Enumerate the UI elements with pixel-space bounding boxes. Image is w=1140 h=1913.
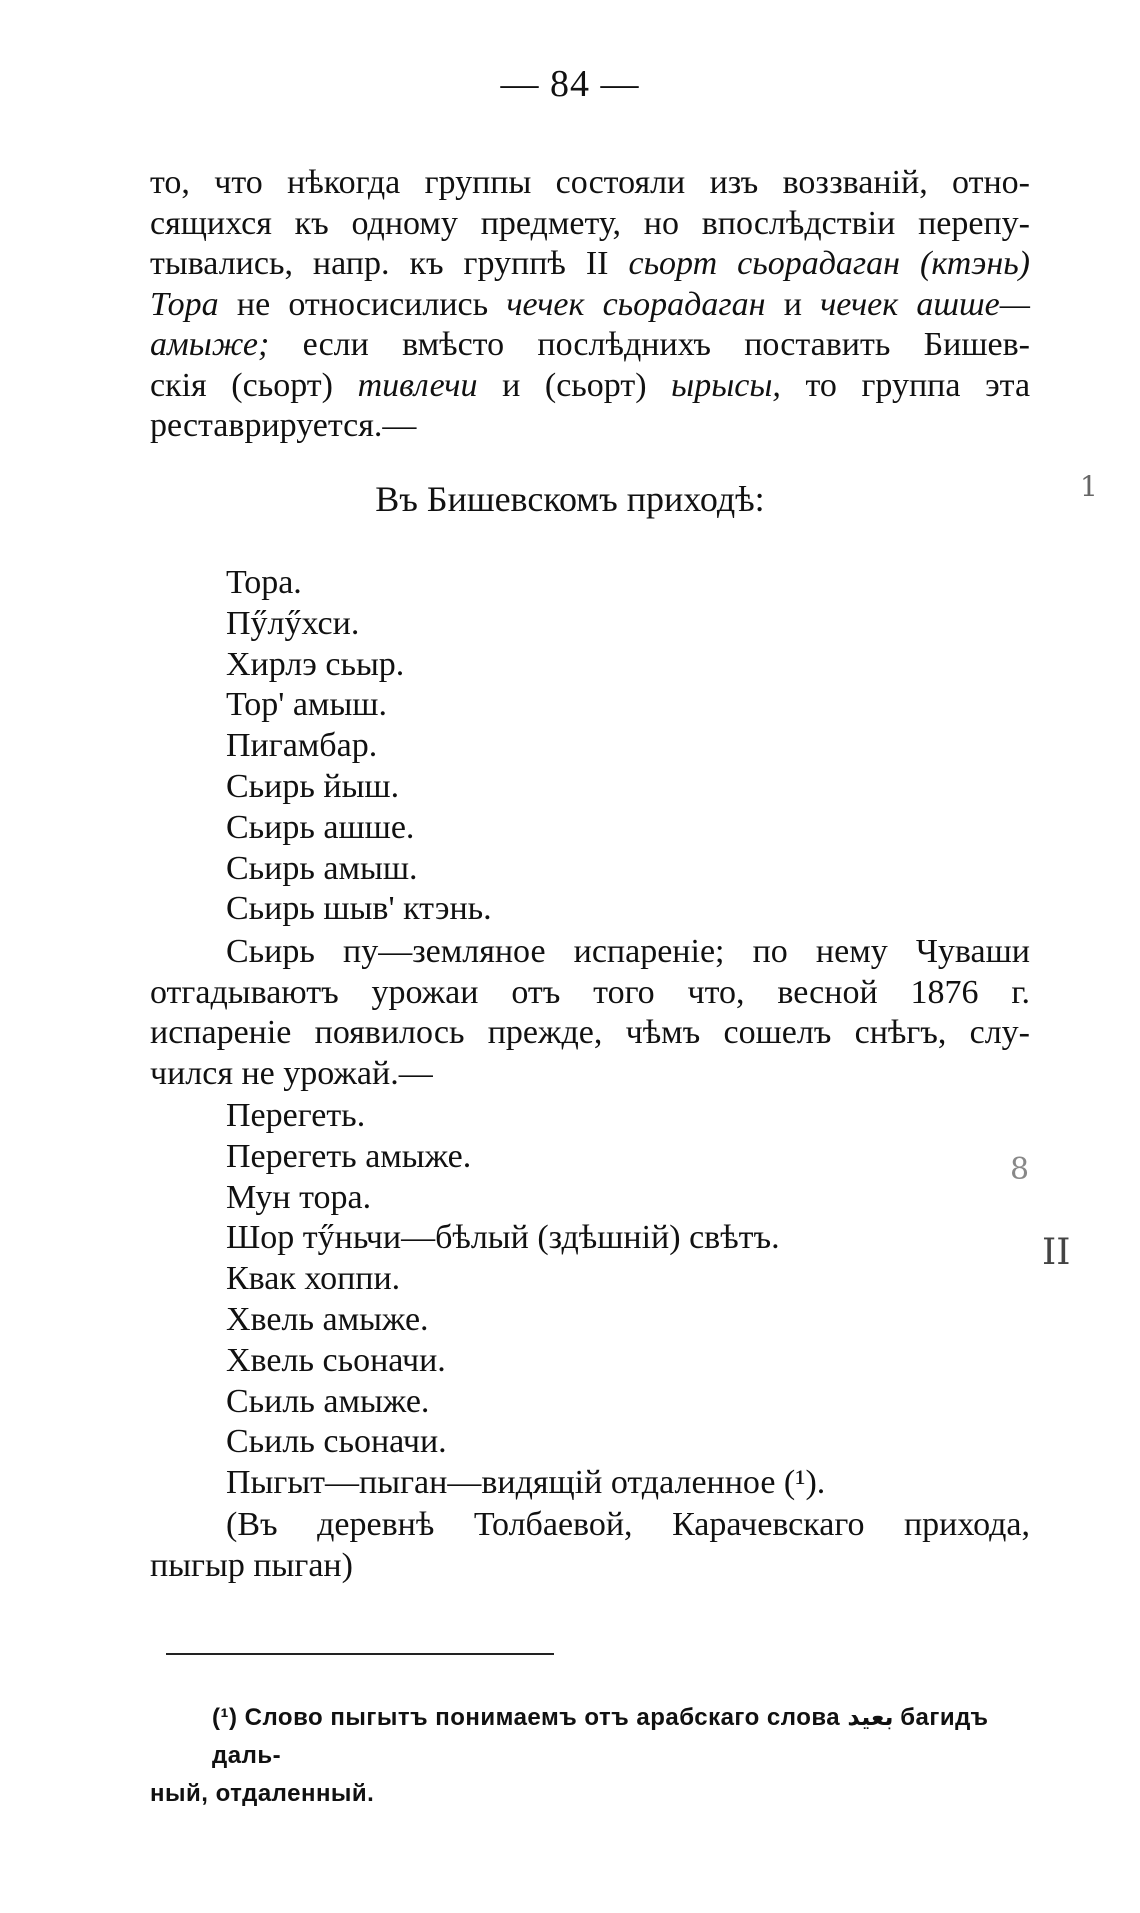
list-item: Сьирь ашше.: [226, 808, 415, 846]
text-span: Сьирь пу—земляное испареніе; по нему Чуваши: [226, 933, 1030, 970]
list-item: Перегеть.: [226, 1097, 366, 1134]
note-paragraph: [150, 932, 1030, 1094]
intro-paragraph: [150, 163, 1030, 447]
text-line: [150, 325, 1030, 366]
footnote-text: багидъ даль-: [212, 1704, 989, 1769]
text-line: [150, 244, 1030, 285]
text-line: [150, 1505, 1030, 1546]
chuvash-italic: сьорт сьорадаган (ктэнь): [628, 245, 1030, 282]
chuvash-italic: тивлечи: [357, 366, 478, 404]
text-span: если вмѣсто послѣднихъ поставить Бишев-: [302, 326, 1031, 363]
text-span: (Въ деревнѣ Толбаевой, Карачевскаго прихода,: [226, 1506, 1030, 1543]
chuvash-italic: чечек сьорадаган: [506, 285, 766, 323]
text-line: [150, 366, 1030, 407]
list-item: Тора.: [226, 564, 302, 601]
footnote-line: [212, 1698, 1032, 1775]
list-item: Хвель амыже.: [226, 1300, 429, 1338]
list-item: Тор' амыш.: [226, 686, 387, 724]
text-span: и: [783, 285, 802, 323]
list-item: Квак хоппи.: [226, 1260, 401, 1298]
text-span: не относисились: [236, 285, 489, 323]
text-line: испареніе появилось прежде, чѣмъ сошелъ снѣгъ, слу-: [150, 1014, 1030, 1051]
text-line: чился не урожай.—: [150, 1054, 433, 1092]
list-item: Пӳлӳхси.: [226, 604, 360, 642]
text-line: [150, 285, 1030, 326]
footnote-text: (¹) Слово пыгытъ понимаемъ отъ арабскаго слова: [212, 1704, 841, 1731]
list-item: Хирлэ сьыр.: [226, 645, 405, 683]
text-line: [150, 932, 1030, 973]
margin-mark: II: [1042, 1232, 1071, 1273]
text-line: сящихся къ одному предмету, но впослѣдствіи перепу-: [150, 204, 1030, 242]
footnote-rule: [166, 1653, 554, 1655]
list-item: Перегеть амыже.: [226, 1137, 472, 1175]
arabic-word: بعيد: [847, 1703, 894, 1731]
chuvash-italic: чечек ашше—: [820, 285, 1030, 323]
list-item: Мун тора.: [226, 1178, 372, 1216]
invocation-list-2: [226, 1096, 825, 1504]
page-number: — 84 —: [500, 63, 640, 105]
list-item: Сьирь йыш.: [226, 767, 400, 805]
footnote-line: ный, отдаленный.: [150, 1780, 375, 1807]
chuvash-italic: Тора: [150, 285, 219, 323]
list-item: Хвель сьоначи.: [226, 1341, 446, 1379]
list-item: Сьирь шыв' ктэнь.: [226, 890, 492, 928]
text-span: тывались, напр. къ группѣ II: [150, 245, 609, 282]
text-line: пыгыр пыган): [150, 1546, 353, 1584]
text-span: скія (сьорт): [150, 366, 333, 404]
list-item: Шор тӳньчи—бѣлый (здѣшній) свѣтъ.: [226, 1219, 780, 1257]
list-item: Пигамбар.: [226, 727, 378, 765]
invocation-list: [226, 563, 492, 930]
footnote: [150, 1698, 1032, 1813]
margin-mark: 1: [1080, 470, 1098, 503]
list-item: Пыгыт—пыган—видящій отдаленное (¹).: [226, 1464, 826, 1502]
text-line: реставрируется.—: [150, 407, 417, 444]
list-item: Сьиль амыже.: [226, 1382, 430, 1420]
text-span: и (сьорт): [502, 366, 647, 404]
section-heading: Въ Бишевскомъ приходѣ:: [375, 479, 765, 519]
margin-mark: 8: [1010, 1152, 1030, 1187]
text-line: отгадываютъ урожаи отъ того что, весной 1876 г.: [150, 973, 1030, 1011]
text-line: то, что нѣкогда группы состояли изъ воззваній, отно-: [150, 164, 1030, 201]
chuvash-italic: амыже;: [150, 326, 270, 363]
text-span: то группа эта: [805, 366, 1031, 404]
final-paragraph: [150, 1505, 1030, 1586]
list-item: Сьирь амыш.: [226, 849, 418, 887]
chuvash-italic: ырысы,: [671, 366, 781, 404]
list-item: Сьиль сьоначи.: [226, 1423, 447, 1461]
